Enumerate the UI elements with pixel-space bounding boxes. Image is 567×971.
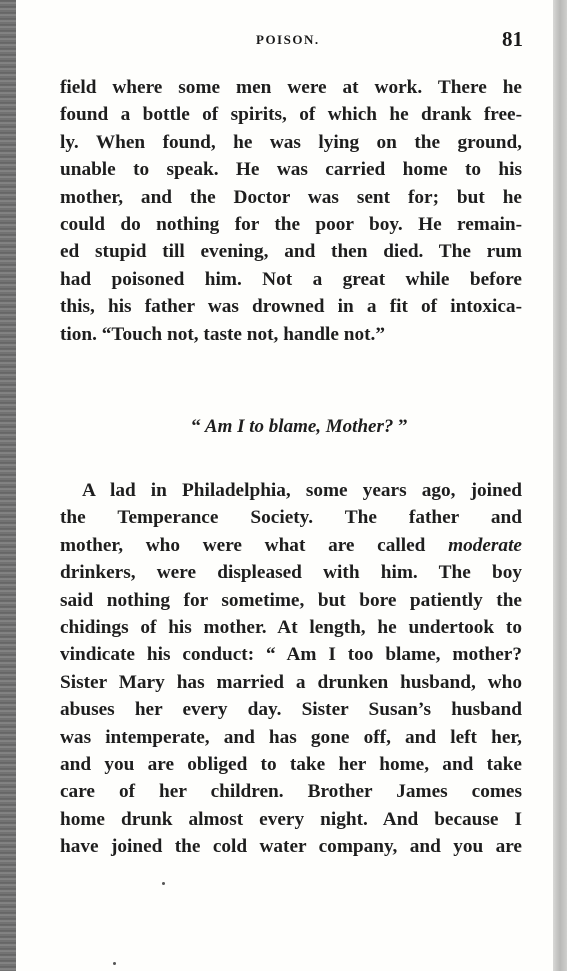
text-line-with-italic [60, 532, 522, 559]
text-line: mother, and the Doctor was sent for; but he [60, 186, 522, 208]
scan-speck [113, 962, 116, 965]
section-heading [16, 416, 553, 438]
text-line: abuses her every day. Sister Susan’s husband [60, 699, 522, 721]
text-line: ed stupid till evening, and then died. The rum [60, 241, 522, 263]
text-line: could do nothing for the poor boy. He remain- [60, 213, 522, 235]
text-line: had poisoned him. Not a great while before [60, 268, 522, 290]
text-line: and you are obliged to take her home, and take [60, 753, 522, 775]
page-number: 81 [502, 27, 523, 51]
text-line: drinkers, were displeased with him. The boy [60, 562, 522, 584]
heading-open-quote: “ [191, 416, 201, 437]
text-line: vindicate his conduct: “ Am I too blame, mother? [60, 644, 522, 666]
running-head-title: POISON. [256, 32, 320, 47]
book-page [16, 0, 553, 971]
heading-close-quote: ” [398, 416, 408, 437]
scan-edge-right [553, 0, 567, 971]
text-span: mother, who were what are called [60, 534, 449, 556]
heading-text: Am I to blame, Mother? [204, 416, 394, 437]
text-line: found a bottle of spirits, of which he drank free- [60, 104, 522, 126]
paragraph-am-i-to-blame [60, 477, 522, 860]
scan-edge-left [0, 0, 16, 971]
text-line: care of her children. Brother James comes [60, 781, 522, 803]
text-line: said nothing for sometime, but bore patiently the [60, 589, 522, 611]
text-line: Sister Mary has married a drunken husband, who [60, 671, 522, 693]
text-line: A lad in Philadelphia, some years ago, joined [82, 480, 522, 501]
paragraph-continued [60, 74, 522, 348]
italic-word: moderate [448, 534, 522, 556]
running-head [16, 29, 553, 51]
text-line: was intemperate, and has gone off, and left her, [60, 726, 522, 748]
text-line: unable to speak. He was carried home to his [60, 159, 522, 181]
text-line: field where some men were at work. There he [60, 77, 522, 98]
text-line: ly. When found, he was lying on the ground, [60, 131, 522, 153]
text-line: the Temperance Society. The father and [60, 507, 522, 529]
text-line: tion. “Touch not, taste not, handle not.” [60, 323, 385, 345]
text-line: have joined the cold water company, and you are [60, 836, 522, 858]
text-line: this, his father was drowned in a fit of intoxica- [60, 296, 522, 318]
scan-speck [162, 882, 165, 885]
text-line: chidings of his mother. At length, he undertook to [60, 616, 522, 638]
text-line: home drunk almost every night. And because I [60, 808, 522, 830]
